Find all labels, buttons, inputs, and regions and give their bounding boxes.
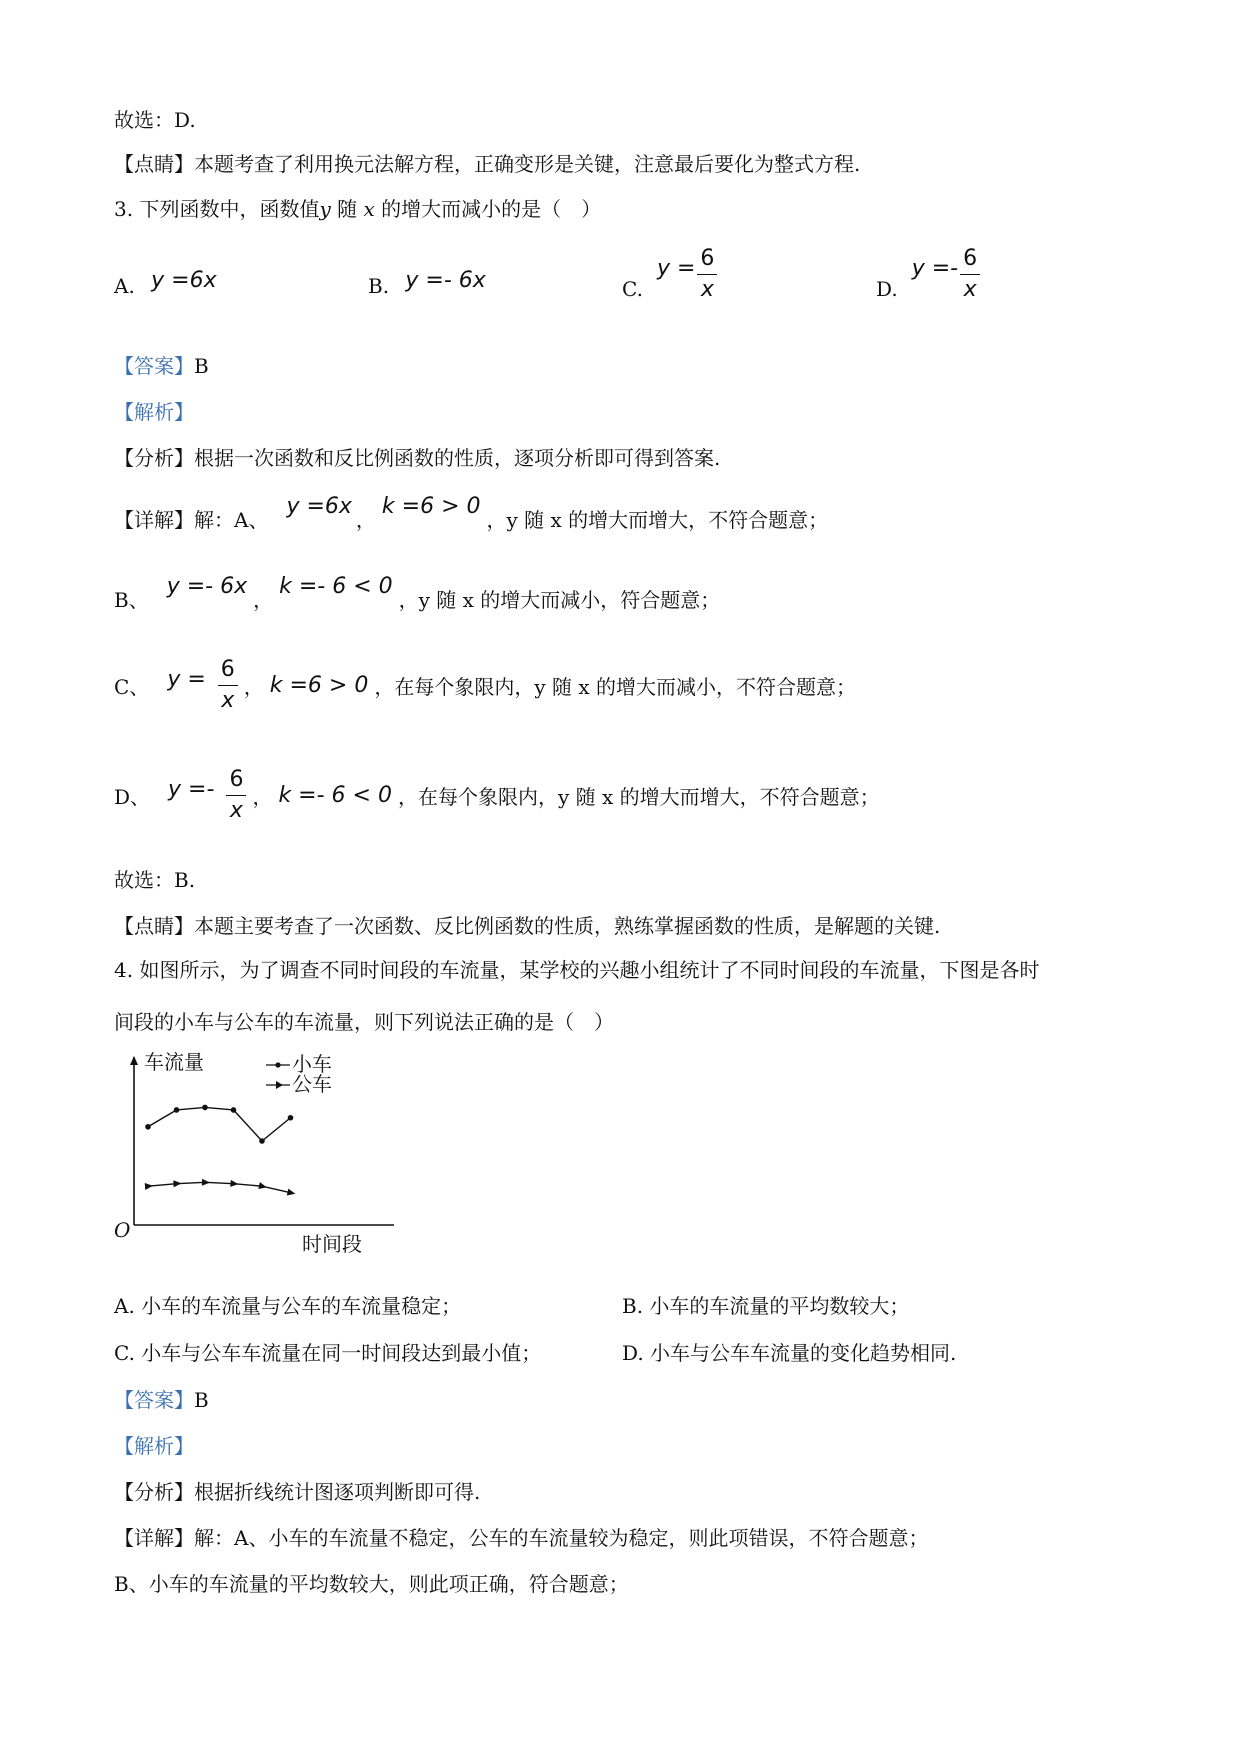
traffic-line-chart <box>100 1045 400 1265</box>
q4-option-c: C. 小车与公车车流量在同一时间段达到最小值； <box>114 1341 542 1365</box>
detail-d-equation: y =- <box>168 776 215 802</box>
comment-text: 本题主要考查了一次函数、反比例函数的性质，熟练掌握函数的性质，是解题的关键. <box>194 914 941 938</box>
q4-jiexi-tag: 【解析】 <box>114 1434 194 1458</box>
detail-d-fraction <box>226 765 246 826</box>
point-car-6 <box>288 1115 294 1121</box>
point-car-4 <box>231 1107 237 1113</box>
answer-value: B <box>194 354 209 378</box>
detail-b-equation: y =- 6x <box>166 573 248 599</box>
analysis-text: 根据一次函数和反比例函数的性质，逐项分析即可得到答案. <box>194 446 721 470</box>
q3-stem-a: 3. 下列函数中，函数值 <box>114 197 320 221</box>
x-axis-label: 时间段 <box>302 1232 362 1256</box>
fraction-denominator: x <box>229 797 243 823</box>
q3-var-y: y <box>319 197 331 221</box>
q3-analysis <box>114 444 720 472</box>
q3-option-d <box>876 244 980 305</box>
detail-a-text: ，y 随 x 的增大而增大，不符合题意； <box>486 507 829 532</box>
detail-d-prefix: D、 <box>114 784 151 809</box>
point-car-1 <box>145 1124 151 1130</box>
point-bus-6 <box>287 1189 296 1196</box>
series-line-car <box>148 1107 291 1141</box>
legend-marker-car <box>275 1062 280 1067</box>
detail-c-fraction <box>218 655 238 716</box>
q3-option-a-label: A. <box>114 274 135 298</box>
detail-b-k: k =- 6 < 0 <box>279 573 393 599</box>
detail-b-text: ，y 随 x 的增大而减小，符合题意； <box>398 587 721 612</box>
q4-detail-b: B、小车的车流量的平均数较大，则此项正确，符合题意； <box>114 1572 629 1596</box>
fraction-denominator: x <box>221 687 235 713</box>
q3-option-c-math: y = <box>656 255 696 281</box>
q3-option-c <box>622 244 717 305</box>
detail-a-equation: y =6x <box>286 493 352 519</box>
detail-b-prefix: B、 <box>114 587 149 612</box>
detail-a-prefix: 解：A、 <box>194 507 269 532</box>
q4-option-b: B. 小车的车流量的平均数较大； <box>622 1294 910 1318</box>
detail-c-equation: y = <box>167 666 206 692</box>
detail-a-k: k =6 > 0 <box>381 493 481 519</box>
q4-option-d: D. 小车与公车车流量的变化趋势相同. <box>622 1341 957 1365</box>
q3-choice: 故选：B. <box>114 868 196 892</box>
analysis-tag: 【分析】 <box>114 446 194 470</box>
detail-c-prefix: C、 <box>114 674 150 699</box>
detail-d-text: ，在每个象限内，y 随 x 的增大而增大，不符合题意； <box>397 784 880 809</box>
q3-option-d-fraction <box>960 244 980 305</box>
answer-value: B <box>194 1388 209 1412</box>
q3-option-b-label: B. <box>368 274 390 298</box>
comment-tag: 【点睛】 <box>114 914 194 938</box>
point-bus-5 <box>258 1182 267 1189</box>
series-line-bus <box>148 1182 291 1192</box>
detail-tag: 【详解】 <box>114 507 194 532</box>
q4-option-a: A. 小车的车流量与公车的车流量稳定； <box>114 1294 462 1318</box>
q4-analysis <box>114 1478 480 1506</box>
detail-c-text: ，在每个象限内，y 随 x 的增大而减小，不符合题意； <box>374 674 857 699</box>
analysis-tag: 【分析】 <box>114 1480 194 1504</box>
q3-stem <box>114 195 601 223</box>
fraction-denominator: x <box>963 277 977 302</box>
y-axis-label: 车流量 <box>144 1050 204 1074</box>
q3-option-d-label: D. <box>876 276 898 301</box>
comment-tag: 【点睛】 <box>114 152 194 176</box>
fraction-numerator: 6 <box>697 244 717 275</box>
q3-detail-d: D、 y =- $\frac{6}{x}$ ， k =- 6 < 0 ，在每个象限内，y 随 x 的增大而增大，不符合题意； <box>114 750 880 840</box>
detail-a-text: 解：A、小车的车流量不稳定，公车的车流量较为稳定，则此项错误，不符合题意； <box>194 1526 929 1550</box>
q4-answer <box>114 1386 209 1414</box>
q4-stem-line-2: 间段的小车与公车的车流量，则下列说法正确的是（ ） <box>114 1010 614 1034</box>
q3-detail-a: 【详解】 解：A、 y =6x ， k =6 > 0 ，y 随 x 的增大而增大，不符合题意； <box>114 493 829 532</box>
point-car-3 <box>202 1105 208 1111</box>
q3-comment <box>114 912 940 940</box>
fraction-numerator: 6 <box>226 765 246 796</box>
point-car-5 <box>259 1138 265 1144</box>
q4-detail-a <box>114 1524 928 1552</box>
q3-option-c-fraction <box>697 244 717 305</box>
prev-comment-line <box>114 150 860 178</box>
detail-d-k: k =- 6 < 0 <box>278 782 392 808</box>
detail-c-k: k =6 > 0 <box>269 672 369 698</box>
point-bus-2 <box>173 1180 181 1187</box>
q3-option-b <box>368 268 486 301</box>
legend-label-car: 小车 <box>292 1052 332 1076</box>
q3-detail-b: B、 y =- 6x ， k =- 6 < 0 ，y 随 x 的增大而减小，符合题意； <box>114 573 721 612</box>
q3-detail-c: C、 y = $\frac{6}{x}$ ， k =6 > 0 ，在每个象限内，y 随 x 的增大而减小，不符合题意； <box>114 640 856 730</box>
q3-answer <box>114 352 209 380</box>
q3-option-a <box>114 268 217 301</box>
origin-label: O <box>114 1218 131 1242</box>
q3-option-b-math: y =- 6x <box>405 268 486 293</box>
legend-marker-bus <box>276 1081 283 1089</box>
comment-text: 本题考查了利用换元法解方程，正确变形是关键，注意最后要化为整式方程. <box>194 152 861 176</box>
answer-tag: 【答案】 <box>114 1388 194 1412</box>
q3-var-x: x <box>363 197 375 221</box>
analysis-text: 根据折线统计图逐项判断即可得. <box>194 1480 481 1504</box>
q3-option-c-label: C. <box>622 276 643 301</box>
q3-jiexi-tag: 【解析】 <box>114 400 194 424</box>
q3-option-d-math: y =- <box>911 255 959 281</box>
legend-label-bus: 公车 <box>292 1072 332 1096</box>
plot-area <box>145 1105 296 1196</box>
point-car-2 <box>174 1107 180 1113</box>
q4-stem-line-1: 4. 如图所示，为了调查不同时间段的车流量，某学校的兴趣小组统计了不同时间段的车流量，下图是各时 <box>114 958 1040 982</box>
point-bus-3 <box>202 1179 210 1186</box>
q3-stem-c: 的增大而减小的是（ ） <box>374 197 602 221</box>
prev-choice: 故选：D. <box>114 108 196 132</box>
q3-option-a-math: y =6x <box>151 268 217 293</box>
answer-tag: 【答案】 <box>114 354 194 378</box>
detail-tag: 【详解】 <box>114 1526 194 1550</box>
legend <box>266 1052 332 1096</box>
fraction-numerator: 6 <box>960 244 980 275</box>
fraction-denominator: x <box>700 277 714 302</box>
fraction-numerator: 6 <box>218 655 238 686</box>
q3-stem-b: 随 <box>330 197 364 221</box>
